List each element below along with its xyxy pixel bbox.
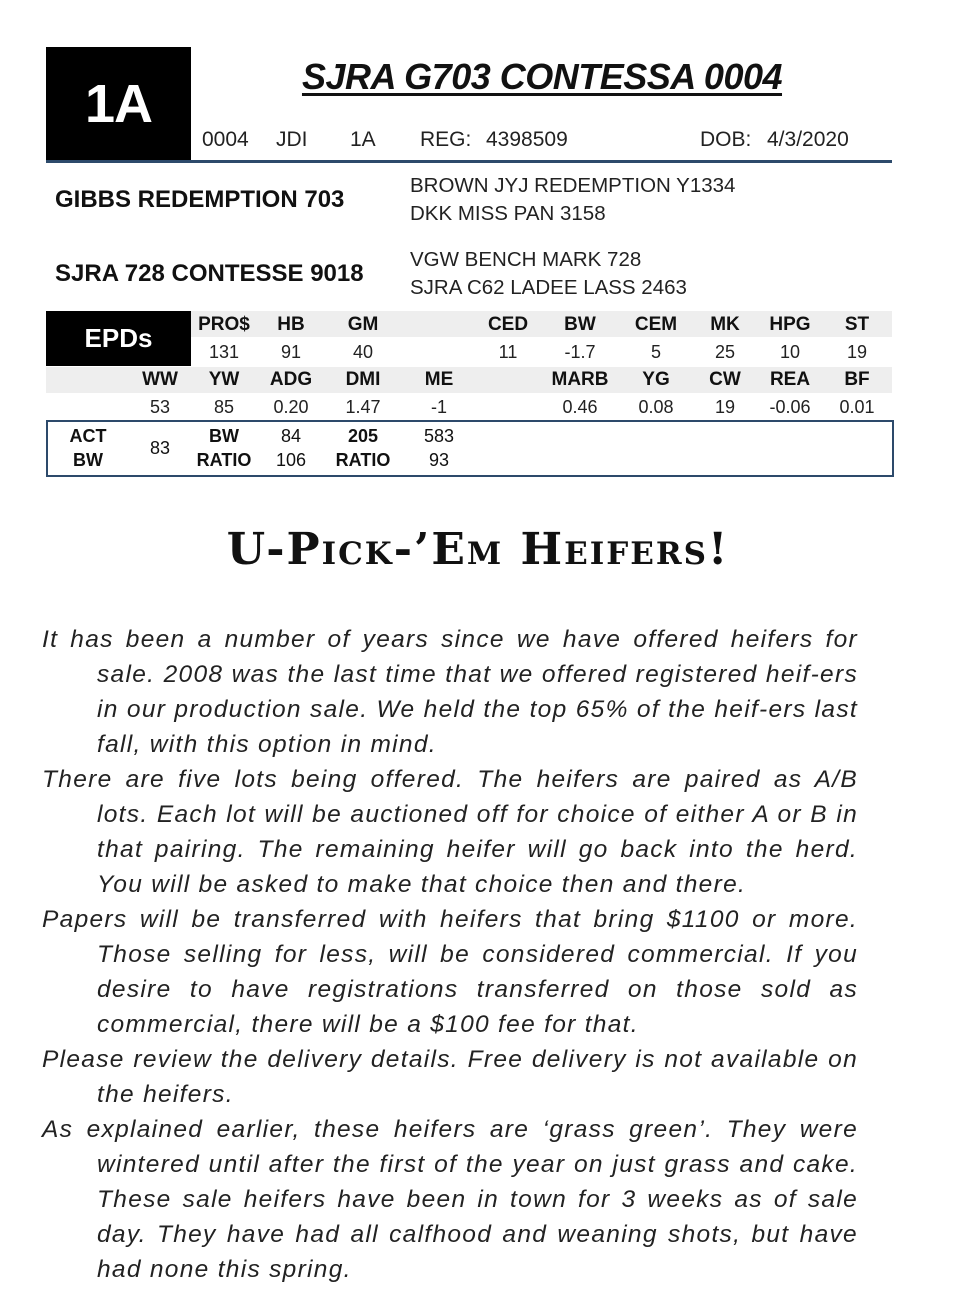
tag-code: JDI [276,128,308,151]
paragraph-1: It has been a number of years since we have offered heifers for sale. 2008 was the last time that we offered registered heif-ers in our production sale. We held the top 65% of the heif-ers last fall, with this option in mind. [42,626,858,758]
paragraph-3: Papers will be transferred with heifers that bring $1100 or more. Those selling for less, will be considered commercial. If you desire to have registrations transferred on those sold as commercial, there will be a $100 fee for that. [42,906,858,1038]
bw-ratio-label-top: BW [209,426,239,446]
epd-row2-label-2: ADG [269,369,313,390]
epd-row1-label-5: CEM [634,314,678,335]
reg-label: REG: [420,128,472,151]
lot-number-box: 1A [46,47,191,161]
epd-row2-label-7: CW [709,369,741,390]
epd-row1-label-1: HB [277,314,305,335]
header-divider [46,160,892,163]
epd-row1-value-8: 19 [846,342,868,362]
animal-name: SJRA G703 CONTESSA 0004 [301,56,783,97]
epd-row1-label-7: HPG [769,314,811,335]
bw-ratio-label-bottom: RATIO [196,450,252,470]
dob-label: DOB: [700,128,752,151]
ww-ratio-label-bottom: RATIO [335,450,391,470]
tag-number: 0004 [202,128,249,151]
epd-row2-value-6: 0.08 [638,397,674,417]
epd-row2-value-1: 85 [213,397,235,417]
epd-row1-value-1: 91 [280,342,302,362]
epd-row1-label-3: CED [487,314,529,335]
epd-row2-value-7: 19 [714,397,736,417]
paragraph-2: There are five lots being offered. The heifers are paired as A/B lots. Each lot will be auctioned off for choice of either A or B in that pairing. The remaining heifer will go back into the herd. You will be asked to make that choice then and there. [42,766,858,898]
epd-label-box: EPDs [46,311,191,366]
pedigree-sire-sire: BROWN JYJ REDEMPTION Y1334 [410,174,736,197]
paragraph-5: As explained earlier, these heifers are ‘grass green’. They were wintered until after the first of the year on just grass and cake. These sale heifers have been in town for 3 weeks as of sale day. They have had all calfhood and weaning shots, but have had none this spring. [42,1116,858,1283]
pedigree-sire: GIBBS REDEMPTION 703 [55,186,345,213]
paragraph-4: Please review the delivery details. Free delivery is not available on the heifers. [42,1046,858,1108]
act-bw-value: 83 [149,438,171,458]
epd-row2-value-8: -0.06 [769,397,811,417]
lot-ref: 1A [350,128,376,151]
epd-row1-label-0: PRO$ [198,314,250,335]
epd-row2-label-0: WW [142,369,178,390]
epd-row2-label-5: MARB [551,369,609,390]
dob-value: 4/3/2020 [767,128,849,151]
epd-row1-value-0: 131 [208,342,240,362]
epd-row2-value-5: 0.46 [562,397,598,417]
pedigree-dam-dam: SJRA C62 LADEE LASS 2463 [410,276,687,299]
act-label-top: ACT [69,426,107,446]
epd-row2-label-9: BF [844,369,870,390]
epd-row2-value-2: 0.20 [273,397,309,417]
epd-row1-label-4: BW [564,314,596,335]
epd-row2-label-3: DMI [345,369,381,390]
bw-ratio-value-top: 84 [280,426,302,446]
epd-row1-value-2: 40 [352,342,374,362]
ww-ratio-label-top: 205 [347,426,379,446]
act-label-bottom: BW [73,450,103,470]
epd-row2-label-6: YG [642,369,670,390]
bw-ratio-value-bottom: 106 [275,450,307,470]
ww-value-top: 583 [423,426,455,446]
ww-value-bottom: 93 [428,450,450,470]
epd-row2-value-4: -1 [430,397,447,417]
epd-row2-value-9: 0.01 [839,397,875,417]
epd-row1-label-2: GM [347,314,379,335]
epd-row1-value-3: 11 [498,342,518,362]
pedigree-dam-sire: VGW BENCH MARK 728 [410,248,642,271]
epd-row2-value-0: 53 [149,397,171,417]
epd-row1-value-7: 10 [779,342,801,362]
epd-row2-label-1: YW [208,369,240,390]
epd-row2-value-3: 1.47 [345,397,381,417]
section-headline: U-Pick-’Em Heifers! [226,524,730,575]
epd-row2-label-8: REA [769,369,811,390]
reg-number: 4398509 [486,128,568,151]
epd-row2-label-4: ME [424,369,454,390]
pedigree-sire-dam: DKK MISS PAN 3158 [410,202,606,225]
epd-row1-value-5: 5 [650,342,661,362]
pedigree-dam: SJRA 728 CONTESSE 9018 [55,260,364,287]
epd-row1-value-4: -1.7 [564,342,596,362]
epd-row1-label-6: MK [710,314,740,335]
epd-row1-value-6: 25 [714,342,736,362]
epd-row1-label-8: ST [844,314,870,335]
